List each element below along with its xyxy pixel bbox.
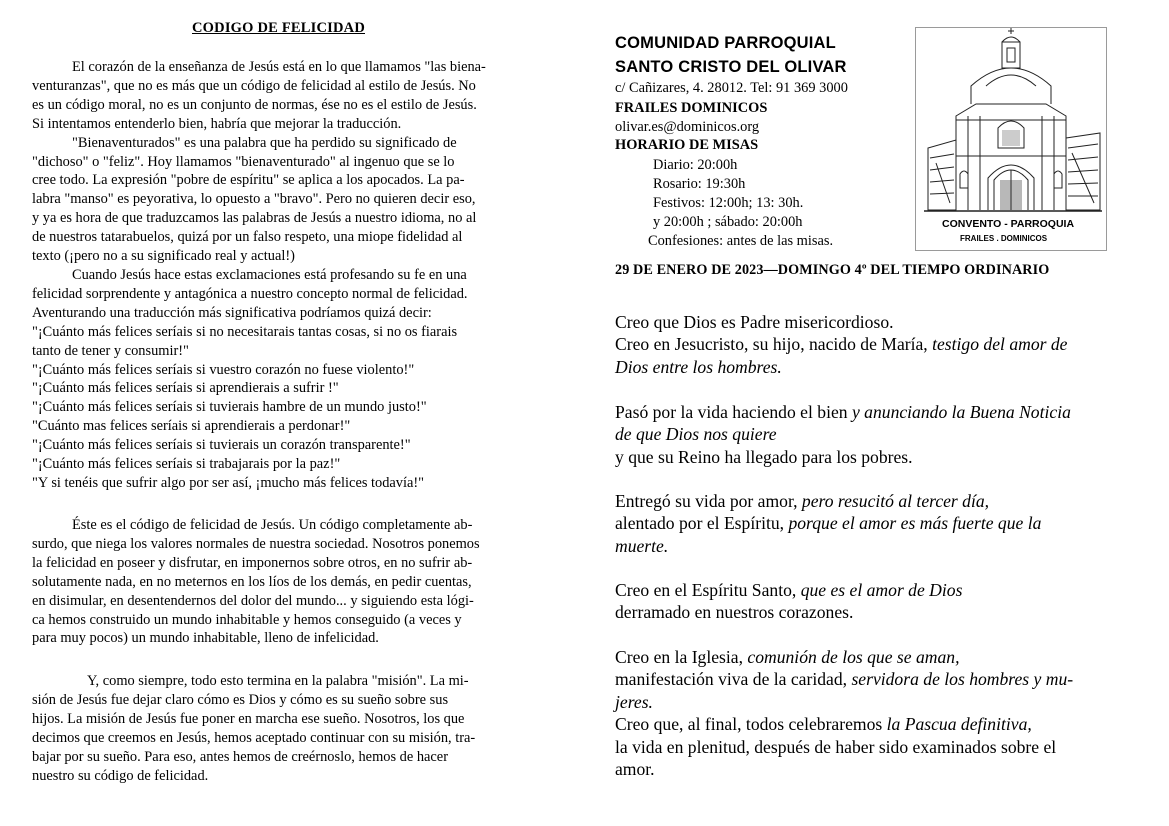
credo-italic: Dios entre los hombres. [615, 356, 782, 377]
credo-line [615, 713, 1125, 735]
credo-line: derramado en nuestros corazones. [615, 602, 854, 623]
frailes-heading: FRAILES DOMINICOS [615, 100, 768, 116]
credo-text: Creo en Jesucristo, su hijo, nacido de María, [615, 334, 933, 355]
parish-title: COMUNIDAD PARROQUIAL [615, 34, 836, 52]
credo-line [615, 512, 1125, 534]
credo-line [615, 333, 1125, 355]
credo-text: Entregó su vida por amor, [615, 491, 802, 511]
credo-line: y que su Reino ha llegado para los pobres. [615, 446, 913, 467]
credo-italic: testigo del amor de [932, 334, 1068, 355]
credo-text: Creo en la Iglesia, [615, 647, 748, 667]
text-line: ca hemos construido un mundo inhabitable y hemos conseguido (a veces y [32, 611, 462, 628]
credo-text: alentado por el Espíritu, [615, 513, 789, 534]
right-page [585, 0, 1145, 826]
parish-email: olivar.es@dominicos.org [615, 119, 760, 135]
credo-italic: jeres. [615, 691, 653, 712]
text-line: El corazón de la enseñanza de Jesús está en lo que llamamos "las biena- [72, 59, 486, 75]
credo-line [615, 579, 1125, 601]
text-line: hijos. La misión de Jesús fue poner en marcha ese sueño. Nosotros, los que [32, 710, 465, 727]
article-block-1 [32, 58, 552, 493]
credo-italic: muerte. [615, 535, 669, 556]
credo-line [615, 490, 1125, 512]
schedule-line: Festivos: 12:00h; 13: 30h. [653, 195, 804, 211]
text-line: "Cuánto mas felices seríais si aprendierais a perdonar!" [32, 418, 351, 435]
text-line: Y, como siempre, todo esto termina en la palabra "misión". La mi- [87, 673, 469, 689]
text-line: y ya es hora de que traduzcamos las palabras de Jesús a nuestro idioma, no al [32, 210, 477, 227]
text-line: Aventurando una traducción más significativa podríamos quizá decir: [32, 304, 432, 321]
text-line: felicidad sorprendente y antagónica a nuestro concepto normal de felicidad. [32, 285, 468, 302]
credo-line [615, 423, 1125, 445]
credo-text: manifestación viva de la caridad, [615, 669, 852, 690]
article-block-3 [32, 672, 552, 785]
text-line: nuestro su código de felicidad. [32, 767, 209, 784]
text-line: "¡Cuánto más felices seríais si tuvierais hambre de un mundo justo!" [32, 399, 427, 416]
credo-italic: y anunciando la Buena Noticia [851, 402, 1071, 422]
text-line: "Bienaventurados" es una palabra que ha perdido su significado de [72, 134, 457, 151]
text-line: decimos que creemos en Jesús, hemos aceptado continuar con su misión, tra- [32, 729, 476, 746]
text-line: para muy pocos) un mundo inhabitable, lleno de infelicidad. [32, 630, 379, 647]
credo-line [615, 646, 1125, 668]
text-line: cree todo. La expresión "pobre de espíritu" se aplica a los apocados. La pa- [32, 172, 465, 189]
credo-text: Creo que, al final, todos celebraremos [615, 714, 887, 735]
article-title: CODIGO DE FELICIDAD [192, 20, 365, 36]
credo-italic: porque el amor es más fuerte que la [788, 513, 1042, 534]
credo-paragraph-5 [615, 646, 1125, 780]
text-line: de nuestros tatarabuelos, quizá por un falso respeto, una miope fidelidad al [32, 229, 463, 246]
credo-text: Creo en el Espíritu Santo, [615, 580, 801, 600]
credo-paragraph-3 [615, 490, 1125, 557]
text-line: "dichoso" o "feliz". Hoy llamamos "bienaventurado" al ingenuo que se lo [32, 153, 455, 170]
church-illustration [915, 27, 1107, 251]
text-line: "¡Cuánto más felices seríais si no necesitarais tantas cosas, si no os fiarais [32, 323, 458, 340]
credo-italic: que es el amor de Dios [800, 580, 963, 600]
schedule-line: Rosario: 19:30h [653, 176, 746, 192]
text-line: sión de Jesús fue dejar claro cómo es Dios y cómo es su sueño sobre sus [32, 691, 449, 708]
text-line: labra "manso" es peyorativa, lo opuesto a "bravo". Pero no quieren decir eso, [32, 191, 476, 208]
text-line: "¡Cuánto más felices seríais si tuvierais un corazón transparente!" [32, 437, 411, 454]
schedule-line: y 20:00h ; sábado: 20:00h [653, 214, 803, 230]
church-drawing-icon [916, 28, 1106, 250]
credo-line [615, 668, 1125, 690]
text-line: "Y si tenéis que sufrir algo por ser así, ¡mucho más felices todavía!" [32, 474, 425, 491]
credo-line: amor. [615, 759, 655, 780]
credo-italic: servidora de los hombres y mu- [851, 669, 1074, 690]
text-line: bajar por su sueño. Para eso, antes hemos de creérnoslo, hemos de hacer [32, 748, 448, 765]
text-line: en disimular, en desentendernos del dolor del mundo... y siguiendo esta lógi- [32, 592, 474, 609]
schedule-line: Diario: 20:00h [653, 157, 738, 173]
text-line: Si intentamos entenderlo bien, habría que mejorar la traducción. [32, 115, 402, 132]
credo-line [615, 401, 1125, 423]
credo-line [615, 535, 1125, 557]
illustration-caption: CONVENTO - PARROQUIA [942, 218, 1075, 230]
left-page [0, 0, 560, 826]
text-line: "¡Cuánto más felices seríais si trabajarais por la paz!" [32, 456, 341, 473]
text-line: es un código moral, no es un conjunto de normas, ése no es el estilo de Jesús. [32, 96, 477, 113]
text-line: venturanzas", que no es más que un código de felicidad al estilo de Jesús. No [32, 77, 476, 94]
credo-line: Creo que Dios es Padre misericordioso. [615, 312, 894, 332]
credo-italic: la Pascua definitiva, [886, 714, 1032, 735]
text-line: surdo, que niega los valores normales de nuestra sociedad. Nosotros ponemos [32, 535, 480, 552]
credo-italic: comunión de los que se aman, [747, 647, 960, 667]
schedule-heading: HORARIO DE MISAS [615, 137, 759, 153]
credo-line [615, 356, 1125, 378]
credo-italic: pero resucitó al tercer día, [801, 491, 990, 511]
illustration-subcaption: FRAILES . DOMINICOS [960, 234, 1048, 243]
credo-paragraph-4 [615, 579, 1125, 624]
article-block-2 [32, 516, 552, 648]
text-line: "¡Cuánto más felices seríais si aprendierais a sufrir !" [32, 380, 339, 397]
credo-text: Pasó por la vida haciendo el bien [615, 402, 852, 422]
text-line: "¡Cuánto más felices seríais si vuestro corazón no fuese violento!" [32, 361, 415, 378]
text-line: la felicidad en poseer y disfrutar, en imponernos sobre otros, en no sufrir ab- [32, 554, 473, 571]
liturgical-date: 29 DE ENERO DE 2023—DOMINGO 4º DEL TIEMPO ORDINARIO [615, 262, 1050, 278]
text-line: texto (¡pero no a su significado real y actual!) [32, 248, 295, 265]
text-line: Cuando Jesús hace estas exclamaciones está profesando su fe en una [72, 266, 467, 283]
credo-line [615, 691, 1125, 713]
parish-subtitle: SANTO CRISTO DEL OLIVAR [615, 58, 847, 76]
text-line: tanto de tener y consumir!" [32, 342, 189, 359]
credo-italic: de que Dios nos quiere [615, 424, 777, 445]
text-line: Éste es el código de felicidad de Jesús. Un código completamente ab- [72, 517, 473, 533]
schedule-line: Confesiones: antes de las misas. [648, 233, 834, 249]
credo-paragraph-2 [615, 401, 1125, 468]
credo-paragraph-1 [615, 311, 1125, 378]
parish-address: c/ Cañizares, 4. 28012. Tel: 91 369 3000 [615, 80, 848, 96]
credo-line: la vida en plenitud, después de haber sido examinados sobre el [615, 736, 1057, 757]
text-line: solutamente nada, en no meternos en los líos de los demás, en pedir cuentas, [32, 573, 472, 590]
